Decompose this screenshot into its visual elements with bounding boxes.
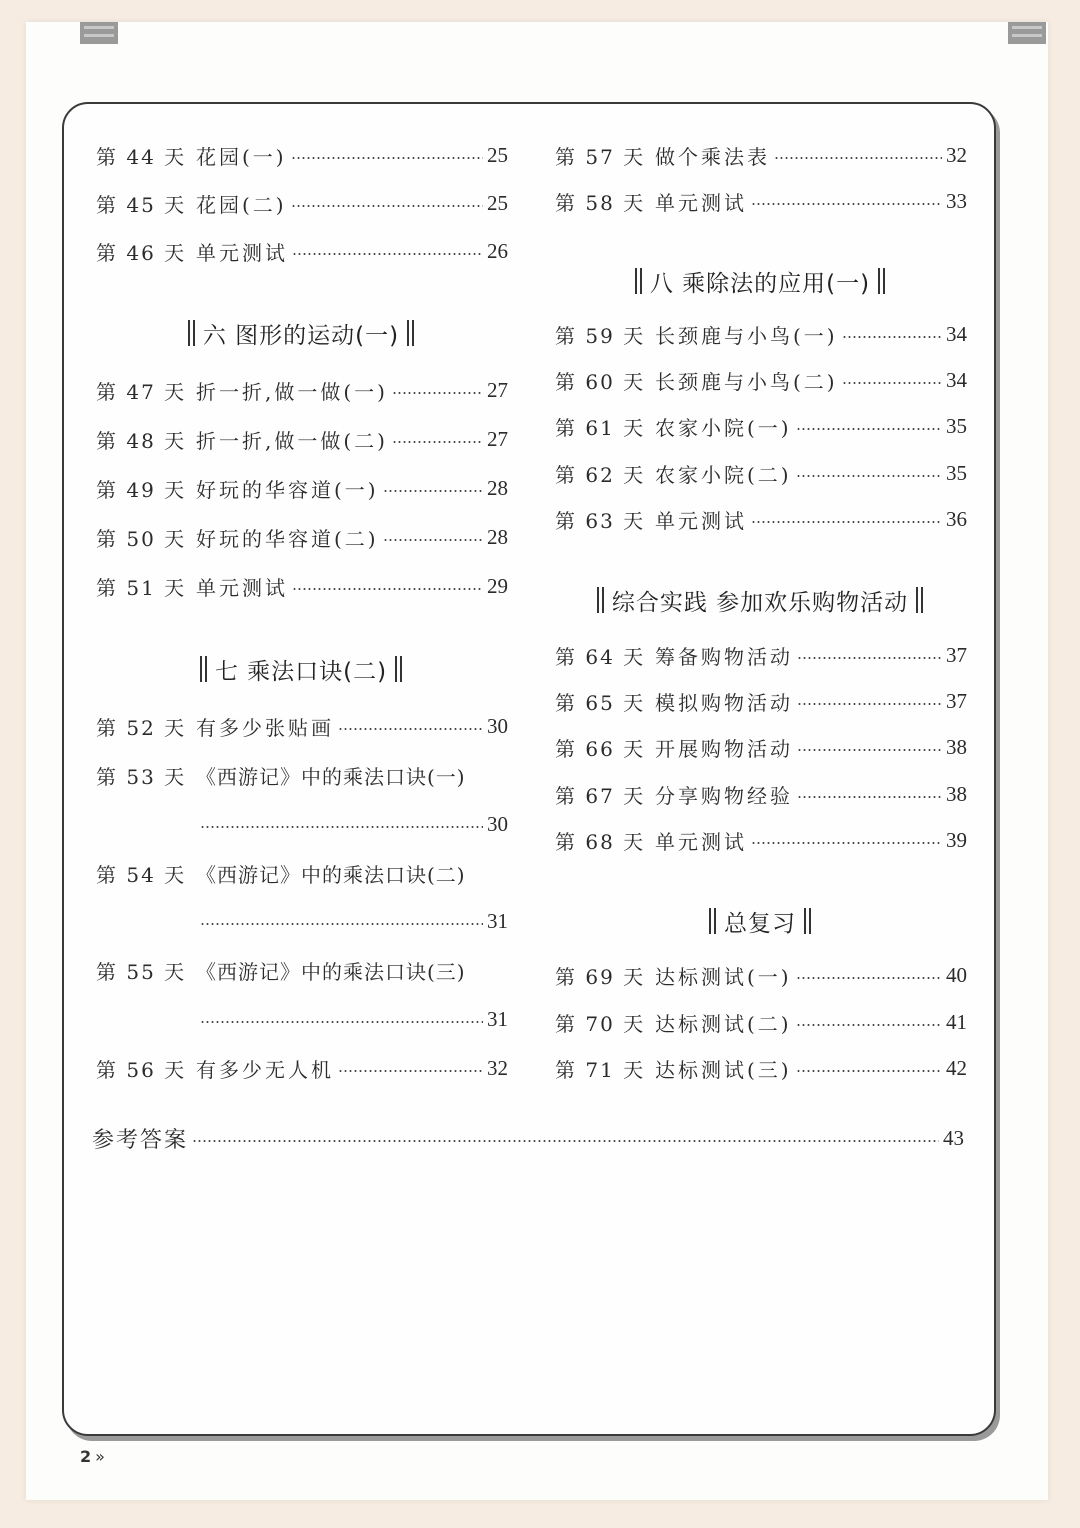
next-page-arrow-icon: » <box>95 1446 105 1466</box>
entry-title: 单元测试 <box>655 190 747 215</box>
day-number: 第 53 天 <box>96 764 187 789</box>
toc-entry[interactable] <box>96 233 508 269</box>
page-number: 38 <box>946 734 967 759</box>
section-heading: 六 图形的运动(一) <box>166 313 436 353</box>
heading-bar-icon <box>597 587 604 613</box>
day-number: 第 58 天 <box>555 190 646 215</box>
entry-title: 单元测试 <box>655 508 747 533</box>
day-number: 第 49 天 <box>96 477 187 502</box>
dot-leader <box>751 842 942 844</box>
day-number: 第 59 天 <box>555 323 646 348</box>
page-number: 35 <box>946 413 967 438</box>
dot-leader <box>200 1021 483 1023</box>
dot-leader <box>192 1140 939 1142</box>
day-number: 第 62 天 <box>555 462 646 487</box>
dot-leader <box>392 441 483 443</box>
day-number: 第 71 天 <box>555 1057 646 1082</box>
page-number: 28 <box>487 524 508 549</box>
entry-title: 做个乘法表 <box>655 144 770 169</box>
toc-entry[interactable] <box>555 957 967 993</box>
dot-leader <box>751 203 942 205</box>
page-number: 32 <box>946 142 967 167</box>
dot-leader <box>797 749 942 751</box>
entry-title: 单元测试 <box>655 829 747 854</box>
page-footer <box>80 1444 105 1468</box>
entry-title: 筹备购物活动 <box>655 644 793 669</box>
toc-entry[interactable] <box>96 952 508 988</box>
page-number: 31 <box>487 1006 508 1031</box>
binder-clip-icon <box>1006 22 1048 44</box>
heading-bar-icon <box>188 320 195 346</box>
day-number: 第 56 天 <box>96 1057 187 1082</box>
heading-bar-icon <box>916 587 923 613</box>
entry-title: 折一折,做一做(一) <box>196 379 388 404</box>
day-number: 第 48 天 <box>96 428 187 453</box>
dot-leader <box>338 1070 483 1072</box>
dot-leader <box>797 703 942 705</box>
day-number: 第 55 天 <box>96 959 187 984</box>
entry-title: 折一折,做一做(二) <box>196 428 388 453</box>
toc-entry-continuation[interactable] <box>200 806 508 842</box>
toc-entry[interactable] <box>96 137 508 173</box>
toc-entry[interactable] <box>555 776 967 812</box>
page-number: 37 <box>946 688 967 713</box>
toc-entry[interactable] <box>555 683 967 719</box>
toc-entry[interactable] <box>96 708 508 744</box>
dot-leader <box>796 428 942 430</box>
dot-leader <box>842 382 942 384</box>
day-number: 第 70 天 <box>555 1011 646 1036</box>
section-heading: 综合实践 参加欢乐购物活动 <box>570 580 950 620</box>
dot-leader <box>797 657 942 659</box>
page-number: 42 <box>946 1055 967 1080</box>
heading-bar-icon <box>804 908 811 934</box>
day-number: 第 69 天 <box>555 964 646 989</box>
entry-title: 开展购物活动 <box>655 736 793 761</box>
page-number: 30 <box>487 811 508 836</box>
entry-title: 达标测试(三) <box>655 1057 792 1082</box>
dot-leader <box>392 392 483 394</box>
section-heading: 七 乘法口诀(二) <box>176 649 426 689</box>
entry-title: 好玩的华容道(一) <box>196 477 379 502</box>
day-number: 第 46 天 <box>96 240 187 265</box>
reference-answers-entry[interactable] <box>92 1120 964 1156</box>
dot-leader <box>338 728 483 730</box>
entry-title: 好玩的华容道(二) <box>196 526 379 551</box>
page-number: 27 <box>487 377 508 402</box>
entry-title: 有多少无人机 <box>196 1057 334 1082</box>
dot-leader <box>796 475 942 477</box>
day-number: 第 57 天 <box>555 144 646 169</box>
page-number: 25 <box>487 142 508 167</box>
page-number: 43 <box>943 1125 964 1150</box>
entry-title: 花园(一) <box>196 144 287 169</box>
page-number: 29 <box>487 573 508 598</box>
toc-entry-continuation[interactable] <box>200 903 508 939</box>
heading-bar-icon <box>395 656 402 682</box>
toc-entry[interactable] <box>96 568 508 604</box>
page-number: 36 <box>946 506 967 531</box>
dot-leader <box>292 588 483 590</box>
toc-entry[interactable] <box>96 185 508 221</box>
heading-bar-icon <box>635 268 642 294</box>
toc-entry[interactable] <box>555 183 967 219</box>
page-number: 37 <box>946 642 967 667</box>
toc-entry[interactable] <box>96 470 508 506</box>
page-number: 26 <box>487 238 508 263</box>
entry-title: 模拟购物活动 <box>655 690 793 715</box>
day-number: 第 47 天 <box>96 379 187 404</box>
toc-entry[interactable] <box>555 316 967 352</box>
dot-leader <box>292 253 483 255</box>
toc-entry[interactable] <box>555 729 967 765</box>
heading-bar-icon <box>709 908 716 934</box>
entry-title: 参考答案 <box>92 1127 189 1153</box>
dot-leader <box>797 796 942 798</box>
day-number: 第 63 天 <box>555 508 646 533</box>
dot-leader <box>796 1024 942 1026</box>
toc-entry[interactable] <box>96 519 508 555</box>
day-number: 第 65 天 <box>555 690 646 715</box>
entry-title: 长颈鹿与小鸟(二) <box>655 369 838 394</box>
toc-entry[interactable] <box>555 362 967 398</box>
dot-leader <box>383 539 483 541</box>
day-number: 第 64 天 <box>555 644 646 669</box>
day-number: 第 51 天 <box>96 575 187 600</box>
day-number: 第 61 天 <box>555 415 646 440</box>
day-number: 第 45 天 <box>96 192 187 217</box>
dot-leader <box>383 490 483 492</box>
toc-entry[interactable] <box>555 501 967 537</box>
toc-entry-continuation[interactable] <box>200 1001 508 1037</box>
day-number: 第 44 天 <box>96 144 187 169</box>
dot-leader <box>291 157 483 159</box>
page-number: 38 <box>946 781 967 806</box>
entry-title: 农家小院(一) <box>655 415 792 440</box>
page-number: 35 <box>946 460 967 485</box>
page-number: 25 <box>487 190 508 215</box>
entry-title: 有多少张贴画 <box>196 715 334 740</box>
footer-page-number: 2 <box>80 1446 92 1466</box>
entry-title: 分享购物经验 <box>655 783 793 808</box>
dot-leader <box>751 521 942 523</box>
toc-entry[interactable] <box>96 1050 508 1086</box>
entry-title: 《西游记》中的乘法口诀(二) <box>196 862 466 887</box>
toc-entry[interactable] <box>555 455 967 491</box>
day-number: 第 68 天 <box>555 829 646 854</box>
toc-entry[interactable] <box>555 822 967 858</box>
page-number: 40 <box>946 962 967 987</box>
section-heading: 八 乘除法的应用(一) <box>610 261 910 301</box>
page-number: 28 <box>487 475 508 500</box>
toc-entry[interactable] <box>96 372 508 408</box>
dot-leader <box>200 826 483 828</box>
page-number: 32 <box>487 1055 508 1080</box>
toc-entry[interactable] <box>555 137 967 173</box>
dot-leader <box>796 977 942 979</box>
entry-title: 长颈鹿与小鸟(一) <box>655 323 838 348</box>
entry-title: 达标测试(一) <box>655 964 792 989</box>
binder-clip-icon <box>78 22 120 44</box>
entry-title: 单元测试 <box>196 575 288 600</box>
day-number: 第 50 天 <box>96 526 187 551</box>
dot-leader <box>200 923 483 925</box>
entry-title: 单元测试 <box>196 240 288 265</box>
dot-leader <box>842 336 942 338</box>
heading-bar-icon <box>878 268 885 294</box>
toc-entry[interactable] <box>96 757 508 793</box>
toc-entry[interactable] <box>555 637 967 673</box>
page-number: 27 <box>487 426 508 451</box>
heading-bar-icon <box>200 656 207 682</box>
heading-bar-icon <box>407 320 414 346</box>
day-number: 第 67 天 <box>555 783 646 808</box>
toc-entry[interactable] <box>555 1004 967 1040</box>
dot-leader <box>796 1070 942 1072</box>
page-number: 33 <box>946 188 967 213</box>
page-number: 31 <box>487 908 508 933</box>
entry-title: 《西游记》中的乘法口诀(三) <box>196 959 466 984</box>
toc-entry[interactable] <box>96 855 508 891</box>
toc-entry[interactable] <box>555 408 967 444</box>
entry-title: 花园(二) <box>196 192 287 217</box>
day-number: 第 52 天 <box>96 715 187 740</box>
section-heading: 总复习 <box>675 901 845 941</box>
entry-title: 《西游记》中的乘法口诀(一) <box>196 764 466 789</box>
page-number: 34 <box>946 321 967 346</box>
page-number: 39 <box>946 827 967 852</box>
page-number: 41 <box>946 1009 967 1034</box>
dot-leader <box>291 205 483 207</box>
toc-entry[interactable] <box>96 421 508 457</box>
toc-entry[interactable] <box>555 1050 967 1086</box>
entry-title: 达标测试(二) <box>655 1011 792 1036</box>
page-number: 30 <box>487 713 508 738</box>
day-number: 第 60 天 <box>555 369 646 394</box>
dot-leader <box>774 157 942 159</box>
page-number: 34 <box>946 367 967 392</box>
entry-title: 农家小院(二) <box>655 462 792 487</box>
day-number: 第 66 天 <box>555 736 646 761</box>
day-number: 第 54 天 <box>96 862 187 887</box>
